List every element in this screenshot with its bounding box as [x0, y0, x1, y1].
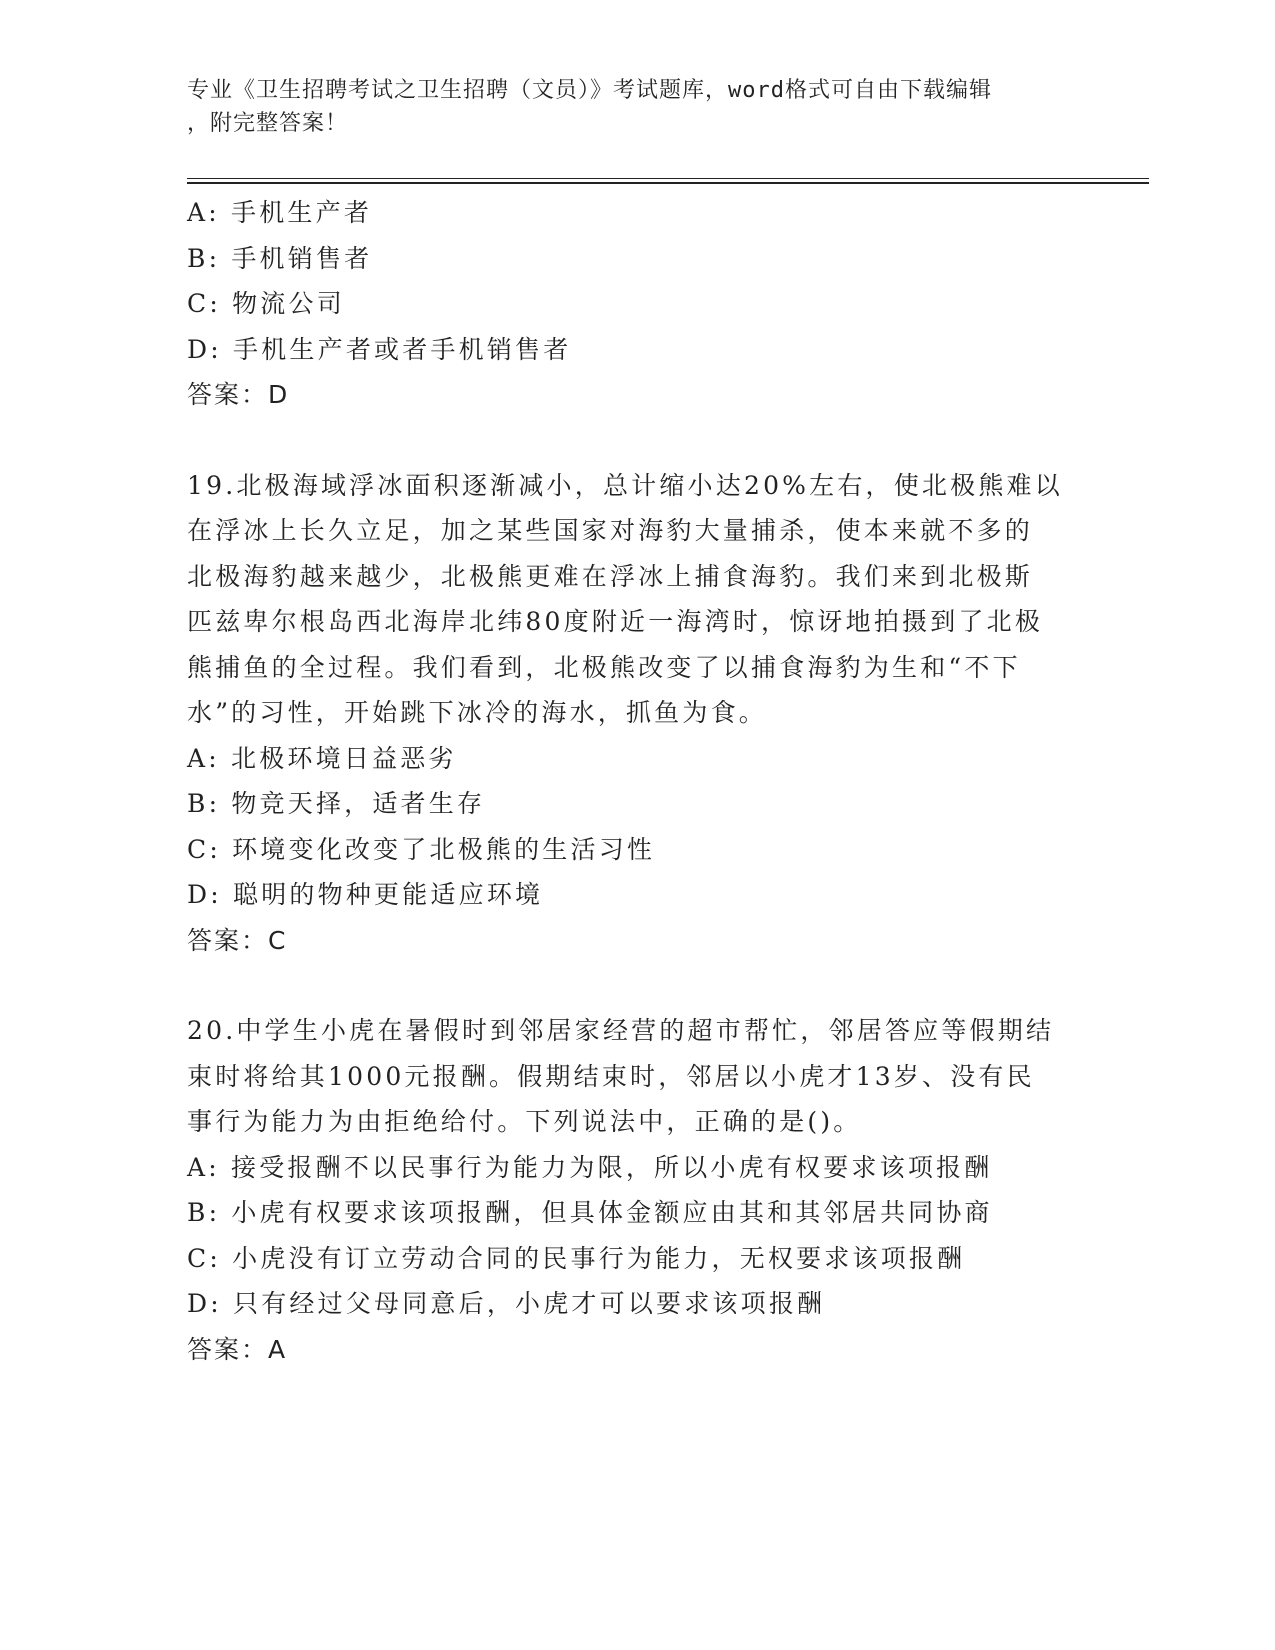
- option-b: B: 物竞天择，适者生存: [187, 789, 486, 818]
- question-stem-line: 熊捕鱼的全过程。我们看到，北极熊改变了以捕食海豹为生和“不下: [187, 652, 1021, 682]
- answer: 答案：D: [187, 380, 290, 409]
- option-b: B: 小虎有权要求该项报酬，但具体金额应由其和其邻居共同协商: [187, 1198, 993, 1227]
- option-a: A: 北极环境日益恶劣: [187, 743, 457, 773]
- spacer: [187, 963, 1087, 1008]
- option-d: D: 手机生产者或者手机销售者: [187, 334, 572, 364]
- option-c: C: 物流公司: [187, 289, 345, 318]
- header-line-1: 专业《卫生招聘考试之卫生招聘（文员）》考试题库，word格式可自由下载编辑: [187, 78, 992, 103]
- document-body: [187, 190, 1087, 1372]
- option-b: B: 手机销售者: [187, 243, 373, 273]
- document-header: [187, 74, 1077, 140]
- question-stem-line: 水”的习性，开始跳下冰冷的海水，抓鱼为食。: [187, 698, 767, 727]
- option-d: D: 聪明的物种更能适应环境: [187, 880, 544, 909]
- option-a: A: 接受报酬不以民事行为能力为限，所以小虎有权要求该项报酬: [187, 1152, 993, 1182]
- question-20-block: [187, 1008, 1087, 1372]
- spacer: [187, 418, 1087, 463]
- question-19-block: [187, 463, 1087, 964]
- question-stem-line: 匹兹卑尔根岛西北海岸北纬80度附近一海湾时，惊讶地拍摄到了北极: [187, 607, 1044, 636]
- header-line-2: ，附完整答案！: [187, 111, 349, 136]
- question-18-block: [187, 190, 1087, 418]
- header-divider-thick: [187, 182, 1149, 184]
- option-d: D: 只有经过父母同意后，小虎才可以要求该项报酬: [187, 1289, 826, 1318]
- question-stem-line: 19.北极海域浮冰面积逐渐减小，总计缩小达20%左右，使北极熊难以: [187, 470, 1063, 500]
- question-stem-line: 20.中学生小虎在暑假时到邻居家经营的超市帮忙，邻居答应等假期结: [187, 1016, 1055, 1045]
- option-c: C: 环境变化改变了北极熊的生活习性: [187, 834, 656, 864]
- answer: 答案：A: [187, 1334, 288, 1364]
- option-a: A: 手机生产者: [187, 198, 373, 227]
- question-stem-line: 在浮冰上长久立足，加之某些国家对海豹大量捕杀，使本来就不多的: [187, 516, 1034, 545]
- question-stem-line: 束时将给其1000元报酬。假期结束时，邻居以小虎才13岁、没有民: [187, 1061, 1035, 1091]
- option-c: C: 小虎没有订立劳动合同的民事行为能力，无权要求该项报酬: [187, 1243, 966, 1273]
- header-divider-thin: [187, 178, 1149, 179]
- question-stem-line: 北极海豹越来越少，北极熊更难在浮冰上捕食海豹。我们来到北极斯: [187, 561, 1034, 591]
- question-stem-line: 事行为能力为由拒绝给付。下列说法中，正确的是()。: [187, 1107, 862, 1136]
- answer: 答案：C: [187, 925, 288, 955]
